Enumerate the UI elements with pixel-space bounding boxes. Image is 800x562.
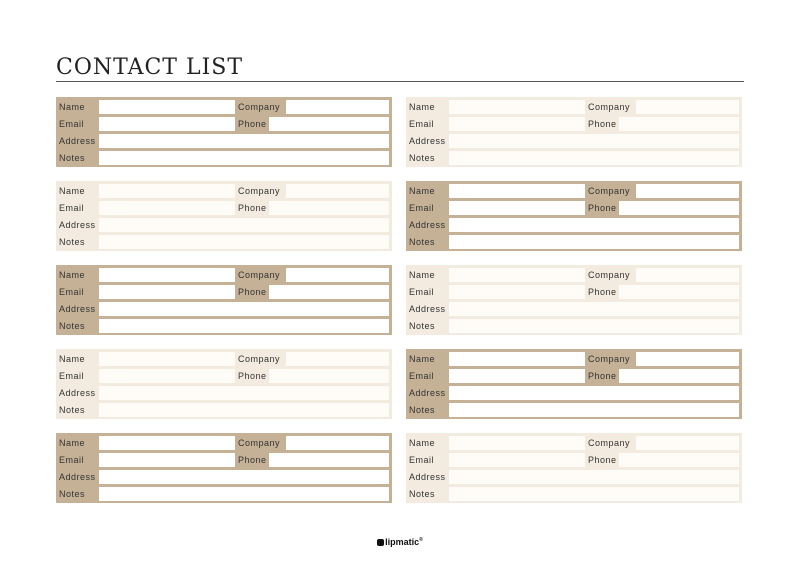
notes-field[interactable]: [99, 151, 389, 165]
phone-field[interactable]: [619, 201, 739, 215]
card-row: [59, 386, 389, 400]
address-field[interactable]: [99, 470, 389, 484]
notes-label: Notes: [409, 153, 436, 163]
phone-field[interactable]: [619, 285, 739, 299]
notes-label: Notes: [59, 489, 86, 499]
notes-label: Notes: [59, 321, 86, 331]
name-label: Name: [409, 186, 436, 196]
address-field[interactable]: [449, 218, 739, 232]
page-title: CONTACT LIST: [56, 55, 244, 80]
email-field[interactable]: [99, 285, 235, 299]
company-label: Company: [588, 270, 631, 280]
address-label: Address: [59, 136, 96, 146]
name-label: Name: [59, 186, 86, 196]
phone-label: Phone: [238, 455, 267, 465]
phone-field[interactable]: [619, 453, 739, 467]
phone-field[interactable]: [269, 453, 389, 467]
card-row: [409, 285, 739, 299]
notes-field[interactable]: [449, 235, 739, 249]
company-field[interactable]: [636, 352, 739, 366]
company-label: Company: [588, 102, 631, 112]
card-row: [59, 184, 389, 198]
email-label: Email: [59, 287, 85, 297]
phone-label: Phone: [588, 119, 617, 129]
card-row: [409, 453, 739, 467]
company-label: Company: [588, 186, 631, 196]
address-label: Address: [59, 220, 96, 230]
company-field[interactable]: [286, 436, 389, 450]
card-row: [409, 487, 739, 501]
email-label: Email: [409, 287, 435, 297]
card-row: [409, 319, 739, 333]
notes-field[interactable]: [99, 403, 389, 417]
card-row: [59, 352, 389, 366]
contact-card-7: [56, 349, 392, 419]
notes-field[interactable]: [99, 235, 389, 249]
company-label: Company: [238, 186, 281, 196]
company-field[interactable]: [286, 100, 389, 114]
name-field[interactable]: [99, 436, 235, 450]
phone-label: Phone: [238, 119, 267, 129]
phone-label: Phone: [238, 287, 267, 297]
email-label: Email: [59, 203, 85, 213]
contact-card-2: [406, 97, 742, 167]
card-row: [59, 134, 389, 148]
email-label: Email: [59, 119, 85, 129]
title-underline: [56, 81, 744, 82]
card-row: [409, 184, 739, 198]
card-row: [409, 151, 739, 165]
card-row: [59, 235, 389, 249]
company-field[interactable]: [286, 184, 389, 198]
phone-label: Phone: [238, 203, 267, 213]
phone-field[interactable]: [269, 369, 389, 383]
phone-field[interactable]: [619, 117, 739, 131]
card-row: [59, 436, 389, 450]
address-label: Address: [409, 388, 446, 398]
email-field[interactable]: [99, 453, 235, 467]
contact-card-6: [406, 265, 742, 335]
company-label: Company: [238, 270, 281, 280]
address-field[interactable]: [99, 134, 389, 148]
card-row: [59, 201, 389, 215]
company-field[interactable]: [286, 352, 389, 366]
contact-card-3: [56, 181, 392, 251]
card-row: [59, 403, 389, 417]
card-row: [59, 319, 389, 333]
email-field[interactable]: [99, 201, 235, 215]
brand-mark-icon: [377, 539, 384, 546]
notes-label: Notes: [409, 237, 436, 247]
card-row: [59, 218, 389, 232]
email-field[interactable]: [449, 201, 585, 215]
address-field[interactable]: [99, 386, 389, 400]
contact-card-5: [56, 265, 392, 335]
name-label: Name: [59, 354, 86, 364]
name-label: Name: [409, 270, 436, 280]
email-field[interactable]: [99, 117, 235, 131]
email-label: Email: [409, 203, 435, 213]
phone-field[interactable]: [269, 117, 389, 131]
email-label: Email: [409, 119, 435, 129]
card-row: [409, 386, 739, 400]
name-field[interactable]: [99, 268, 235, 282]
card-row: [409, 218, 739, 232]
card-row: [409, 403, 739, 417]
name-field[interactable]: [449, 184, 585, 198]
card-row: [59, 302, 389, 316]
company-label: Company: [238, 102, 281, 112]
notes-field[interactable]: [449, 319, 739, 333]
address-field[interactable]: [449, 134, 739, 148]
email-label: Email: [59, 455, 85, 465]
address-field[interactable]: [99, 218, 389, 232]
email-label: Email: [59, 371, 85, 381]
brand-logo: [0, 537, 800, 547]
address-label: Address: [59, 304, 96, 314]
name-field[interactable]: [449, 436, 585, 450]
card-row: [409, 352, 739, 366]
card-row: [59, 100, 389, 114]
company-field[interactable]: [286, 268, 389, 282]
contact-card-8: [406, 349, 742, 419]
contact-card-1: [56, 97, 392, 167]
email-field[interactable]: [449, 453, 585, 467]
notes-label: Notes: [409, 405, 436, 415]
card-row: [409, 100, 739, 114]
card-row: [409, 268, 739, 282]
notes-field[interactable]: [449, 403, 739, 417]
address-field[interactable]: [99, 302, 389, 316]
card-row: [409, 369, 739, 383]
name-label: Name: [409, 102, 436, 112]
name-label: Name: [409, 438, 436, 448]
company-field[interactable]: [636, 436, 739, 450]
name-label: Name: [59, 102, 86, 112]
phone-label: Phone: [238, 371, 267, 381]
card-row: [409, 436, 739, 450]
address-label: Address: [409, 304, 446, 314]
address-label: Address: [409, 220, 446, 230]
phone-field[interactable]: [619, 369, 739, 383]
email-field[interactable]: [449, 117, 585, 131]
phone-label: Phone: [588, 455, 617, 465]
contact-card-9: [56, 433, 392, 503]
phone-field[interactable]: [269, 201, 389, 215]
address-label: Address: [409, 136, 446, 146]
address-field[interactable]: [449, 302, 739, 316]
address-field[interactable]: [449, 470, 739, 484]
name-label: Name: [59, 270, 86, 280]
name-field[interactable]: [449, 100, 585, 114]
notes-label: Notes: [59, 405, 86, 415]
notes-field[interactable]: [449, 487, 739, 501]
contact-card-4: [406, 181, 742, 251]
company-field[interactable]: [636, 100, 739, 114]
address-field[interactable]: [449, 386, 739, 400]
card-row: [409, 470, 739, 484]
company-label: Company: [238, 438, 281, 448]
card-row: [409, 134, 739, 148]
name-label: Name: [59, 438, 86, 448]
card-row: [59, 151, 389, 165]
trademark-symbol: ®: [419, 537, 423, 543]
card-row: [409, 302, 739, 316]
address-label: Address: [409, 472, 446, 482]
company-field[interactable]: [636, 268, 739, 282]
company-label: Company: [238, 354, 281, 364]
name-field[interactable]: [449, 268, 585, 282]
card-row: [409, 235, 739, 249]
contact-card-10: [406, 433, 742, 503]
card-row: [409, 117, 739, 131]
company-label: Company: [588, 354, 631, 364]
notes-label: Notes: [59, 153, 86, 163]
name-field[interactable]: [99, 352, 235, 366]
name-field[interactable]: [449, 352, 585, 366]
address-label: Address: [59, 388, 96, 398]
name-field[interactable]: [99, 184, 235, 198]
name-field[interactable]: [99, 100, 235, 114]
phone-field[interactable]: [269, 285, 389, 299]
card-row: [409, 201, 739, 215]
card-row: [59, 453, 389, 467]
name-label: Name: [409, 354, 436, 364]
notes-label: Notes: [59, 237, 86, 247]
email-label: Email: [409, 371, 435, 381]
notes-label: Notes: [409, 489, 436, 499]
card-row: [59, 268, 389, 282]
notes-field[interactable]: [99, 487, 389, 501]
notes-label: Notes: [409, 321, 436, 331]
card-row: [59, 487, 389, 501]
email-field[interactable]: [449, 285, 585, 299]
email-field[interactable]: [449, 369, 585, 383]
email-label: Email: [409, 455, 435, 465]
card-row: [59, 285, 389, 299]
notes-field[interactable]: [99, 319, 389, 333]
brand-name: lipmatic: [385, 537, 420, 547]
card-row: [59, 117, 389, 131]
address-label: Address: [59, 472, 96, 482]
phone-label: Phone: [588, 287, 617, 297]
notes-field[interactable]: [449, 151, 739, 165]
email-field[interactable]: [99, 369, 235, 383]
card-row: [59, 369, 389, 383]
phone-label: Phone: [588, 371, 617, 381]
company-field[interactable]: [636, 184, 739, 198]
company-label: Company: [588, 438, 631, 448]
phone-label: Phone: [588, 203, 617, 213]
card-row: [59, 470, 389, 484]
